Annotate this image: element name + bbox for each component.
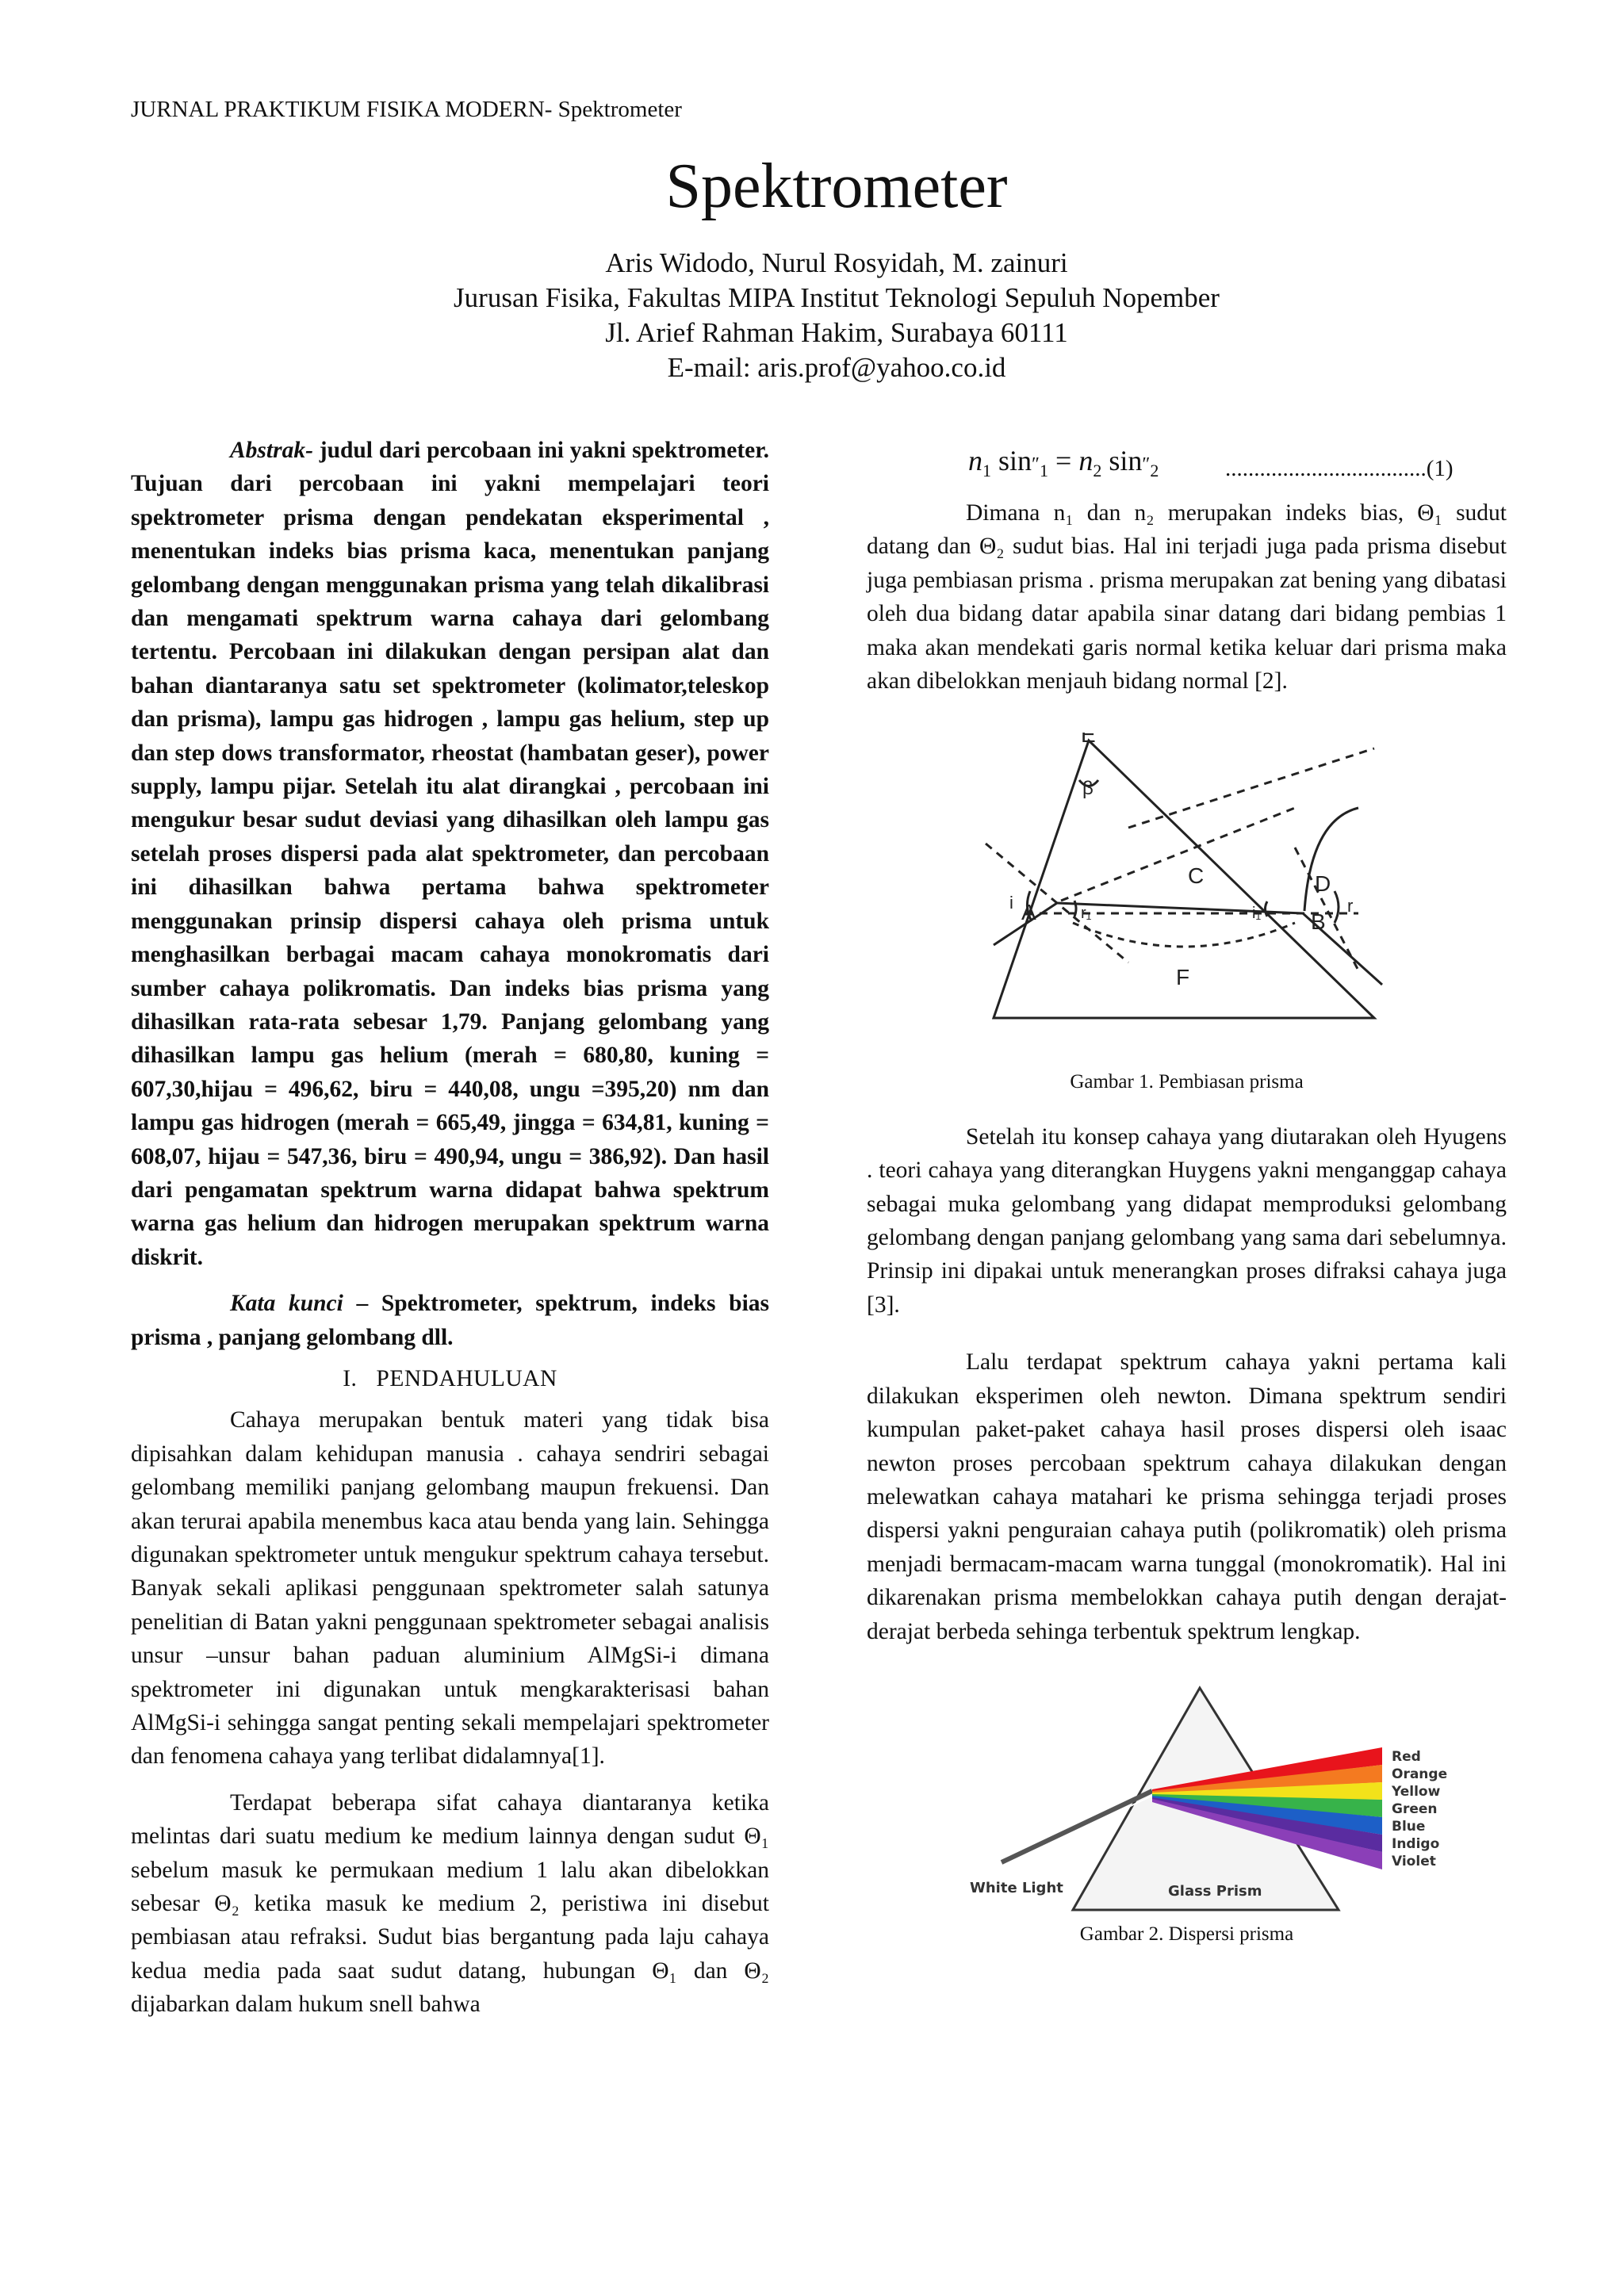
author-address: Jl. Arief Rahman Hakim, Surabaya 60111 — [605, 317, 1068, 348]
abstract-text: judul dari percobaan ini yakni spektrometer. Tujuan dari percobaan ini yakni mempelajari teori spektrometer prisma dengan pendekatan eksperimental , menentukan indeks bias prisma kaca, menentukan panjang gelombang dengan menggunakan prisma yang telah dikalibrasi dan mengamati spektrum warna cahaya dari gelombang tertentu. Percobaan ini dilakukan dengan persipan alat dan bahan diantaranya satu set spektrometer (kolimator,teleskop dan prisma), lampu gas hidrogen , lampu gas helium, step up dan step dows transformator, rheostat (hambatan geser), power supply, lampu pijar. Setelah itu alat dirangkai , percobaan ini mengukur besar sudut deviasi yang dihasilkan oleh lampu gas setelah proses dispersi pada alat spektrometer, dan percobaan ini dihasilkan bahwa pertama bahwa spektrometer menggunakan prinsip dispersi cahaya oleh prisma untuk menghasilkan berbagai macam cahaya monokromatis dari sumber cahaya polikromatis. Dan indeks bias prisma yang dihasilkan rata-rata sebesar 1,79. Panjang gelombang yang dihasilkan lampu gas helium (merah = 680,80, kuning = 607,30,hijau = 496,62, biru = 440,08, ungu =395,20) nm dan lampu gas hidrogen (merah = 665,49, jingga = 634,81, kuning = 608,07, hijau = 547,36, biru = 490,94, ungu = 386,92). Dan hasil dari pengamatan spektrum warna didapat bahwa spektrum warna gas helium dan hidrogen merupakan spektrum warna diskrit. — [131, 438, 769, 1270]
label-C: C — [1188, 863, 1205, 889]
paper-title: Spektrometer — [665, 151, 1008, 221]
snell-explanation-paragraph: Dimana n₁ dan n₂ merupakan indeks bias, Θ₁ sudut datang dan Θ₂ sudut bias. Hal ini terjadi juga pada prisma disebut juga pembiasan prisma . prisma merupakan zat bening yang dibatasi oleh dua bidang datar apabila sinar datang dari bidang pembias 1 maka akan mendekati garis normal ketika keluar dari prisma maka akan dibelokkan menjauh bidang normal [2]. — [867, 500, 1507, 695]
author-affiliation: Jurusan Fisika, Fakultas MIPA Institut Teknologi Sepuluh Nopember — [454, 282, 1220, 313]
figure-1-prism-refraction — [867, 733, 1507, 1066]
label-r: r — [1347, 896, 1354, 916]
label-A: A — [1021, 900, 1036, 925]
label-B: B — [1311, 909, 1326, 935]
figure-2-caption: Gambar 2. Dispersi prisma — [1079, 1923, 1294, 1945]
abstract — [131, 434, 769, 1274]
equation-expression: $n_1$ $\sin''_1 = n_2$ $\sin''_2$ — [968, 445, 1159, 481]
white-light-label: White Light — [970, 1879, 1063, 1896]
equation-snell — [867, 444, 1507, 488]
prism-refraction-diagram — [867, 733, 1507, 1066]
prism-dispersion-diagram — [867, 1672, 1507, 1918]
author-block — [0, 246, 1624, 385]
right-column — [867, 444, 1507, 1951]
spectrum-label-green: Green — [1392, 1800, 1438, 1817]
spectrum-label-blue: Blue — [1392, 1818, 1426, 1835]
spectrum-label-indigo: Indigo — [1392, 1835, 1440, 1852]
equation-number: ...................................(1) — [1225, 456, 1454, 481]
keywords-label: Kata kunci — [230, 1291, 343, 1317]
keywords-text: – Spektrometer, spektrum, indeks bias prisma , panjang gelombang dll. — [131, 1291, 769, 1350]
intro-paragraph-2: Terdapat beberapa sifat cahaya diantaranya ketika melintas dari suatu medium ke medium lainnya dengan sudut Θ₁ sebelum masuk ke permukaan medium 1 lalu akan dibelokkan sebesar Θ₂ ketika masuk ke medium 2, peristiwa ini disebut pembiasan atau refraksi. Sudut bias bergantung pada laju cahaya kedua media pada saat sudut datang, hubungan Θ₁ dan Θ₂ dijabarkan dalam hukum snell bahwa — [131, 1789, 769, 2018]
figure-2-prism-dispersion — [867, 1672, 1507, 1918]
label-r1: r₁ — [1081, 905, 1092, 923]
spectrum-label-violet: Violet — [1392, 1853, 1436, 1869]
label-F: F — [1176, 965, 1190, 990]
spectrum-label-orange: Orange — [1392, 1766, 1448, 1782]
section-heading-pendahuluan — [131, 1362, 769, 1395]
intro-paragraph-1: Cahaya merupakan bentuk materi yang tidak bisa dipisahkan dalam kehidupan manusia . cahaya sendriri sebagai gelombang memiliki panjang gelombang maupun frekuensi. Dan akan terurai apabila menembus kaca atau benda yang lain. Sehingga digunakan spektrometer untuk mengukur spektrum cahaya tersebut. Banyak sekali aplikasi penggunaan spektrometer salah satunya penelitian di Batan yakni penggunaan spektrometer sebagai analisis unsur –unsur bahan paduan aluminium AlMgSi-i dimana spektrometer ini digunakan untuk mengkarakterisasi bahan AlMgSi-i sehingga sangat penting sekali mempelajari spektrometer dan fenomena cahaya yang terlibat didalamnya[1]. — [131, 1407, 769, 1770]
glass-prism-label: Glass Prism — [1168, 1882, 1262, 1900]
label-i: i — [1009, 893, 1013, 913]
newton-paragraph: Lalu terdapat spektrum cahaya yakni pertama kali dilakukan eksperimen oleh newton. Dimana spektrum sendiri kumpulan paket-paket cahaya hasil proses dispersi oleh isaac newton proses percobaan spektrum cahaya dilakukan dengan melewatkan cahaya matahari ke prisma sehingga terjadi proses dispersi yakni penguraian cahaya putih (polikromatik) oleh prisma menjadi bermacam-macam warna tunggal (monokromatik). Hal ini dikarenakan prisma membelokkan cahaya putih dengan derajat-derajat berbeda sehinga terbentuk spektrum lengkap. — [867, 1349, 1507, 1644]
running-header: JURNAL PRAKTIKUM FISIKA MODERN- Spektrometer — [131, 97, 682, 122]
label-D: D — [1315, 871, 1331, 897]
spectrum-label-red: Red — [1392, 1748, 1421, 1765]
author-email[interactable]: E-mail: aris.prof@yahoo.co.id — [667, 352, 1006, 383]
author-names: Aris Widodo, Nurul Rosyidah, M. zainuri — [605, 247, 1068, 278]
left-column — [131, 434, 769, 2022]
keywords — [131, 1287, 769, 1354]
spectrum-color-labels — [1391, 1749, 1447, 1869]
section-number: I. — [343, 1365, 358, 1391]
spectrum-label-yellow: Yellow — [1392, 1783, 1441, 1800]
section-title: PENDAHULUAN — [376, 1365, 557, 1391]
huygens-paragraph: Setelah itu konsep cahaya yang diutarakan oleh Hyugens . teori cahaya yang diterangkan Huygens yakni menganggap cahaya sebagai muka gelombang yang didapat memproduksi gelombang gelombang dengan panjang gelombang yang sama dari sebelumnya. Prinsip ini dipakai untuk menerangkan proses difraksi cahaya juga [3]. — [867, 1123, 1507, 1318]
label-beta: β — [1082, 778, 1094, 800]
label-i1: i₁ — [1252, 905, 1262, 923]
label-E: E — [1081, 733, 1096, 748]
figure-1-caption: Gambar 1. Pembiasan prisma — [1070, 1071, 1304, 1093]
abstract-label: Abstrak- — [230, 438, 313, 463]
